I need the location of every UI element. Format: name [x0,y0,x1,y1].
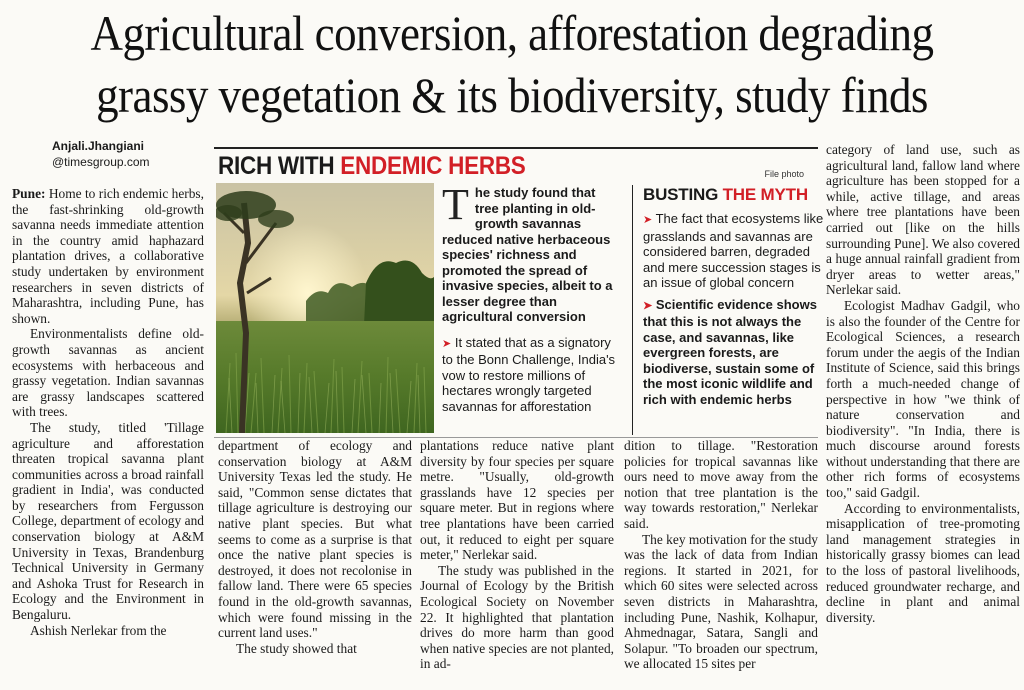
article-column-4 [624,438,818,690]
article-paragraph: The study, titled 'Tillage agriculture and afforestation threaten tropical savanna plant communities across a broad rainfall gradient in India', was conducted by researchers from Fergusson College, department of ecology and conservation biology at A&M University in Texas, Brandenburg Technical University in Germany and Ashoka Trust for Research in Ecology and the Environment in Bengaluru. [12,419,204,623]
infobox-title-red: ENDEMIC HERBS [340,152,526,180]
arrow-icon: ➤ [643,214,653,226]
article-paragraph: Ecologist Madhav Gadgil, who is also the founder of the Centre for Ecological Sciences, a research forum under the aegis of the Indian Institute of Science, said this brings forth a much-needed change of perspective in how "we think of nature conservation and biodiversity". "In India, there is much discourse around forests without understanding that there are other rich forms of ecosystems too," said Gadgil. [826,297,1020,501]
author-name: Anjali.Jhangiani [52,139,145,153]
article-paragraph: The key motivation for the study was the lack of data from Indian regions. It started in 2021, for which 60 sites were selected across seven districts in Maharashtra, including Pune, Nashik, Kolhapur, Ahmednagar, Satara, Sangli and Solapur. "To broaden our spectrum, we allocated 15 sites per [624,531,818,672]
study-point [442,335,622,415]
article-paragraph [12,186,204,326]
article-paragraph: The study was published in the Journal of Ecology by the British Ecological Society on November 22. It highlighted that plantation drives do more harm than good when native species are not planted, in ad- [420,562,614,672]
myth-point [643,297,825,408]
photo-credit: File photo [764,169,804,179]
author-email: @timesgroup.com [52,155,150,169]
article-paragraph: The study showed that [236,640,357,656]
myth-title-black: BUSTING [643,185,723,204]
busting-the-myth [632,185,825,435]
myth-title [643,185,825,205]
dateline: Pune: [12,186,46,201]
byline [52,138,222,170]
study-point-text: It stated that as a signatory to the Bonn Challenge, India's vow to restore millions of hectares wrongly targeted savannas for afforestation [442,334,616,414]
arrow-icon: ➤ [442,337,452,350]
article-paragraph: Ashish Nerlekar from the [30,622,167,638]
infobox-title [218,151,526,181]
paragraph-text: Home to rich endemic herbs, the fast-shrinking old-growth savanna needs immediate attention in the country amid haphazard plantation drives, a collaborative study undertaken by environment researchers in seven districts of Maharashtra, including Pune, has shown. [12,186,204,326]
infobox-rich-with-endemic-herbs [214,147,824,438]
study-finding-text: he study found that tree planting in old-growth savannas reduced native herbaceous species' richness and promoted the spread of invasive species, albeit to a lesser degree than agricultural conversion [442,185,613,324]
myth-title-red: THE MYTH [722,185,808,204]
article-column-5 [826,142,1020,690]
infobox-title-black: RICH WITH [218,152,341,180]
myth-point [643,211,825,291]
article-paragraph: category of land use, such as agricultural land, fallow land where agriculture has been stopped for a while, active tillage, and areas where tree plantations have been carried out [like on the hills surrounding Pune]. We also covered a huge annual rainfall gradient from dryer areas to wetter areas," Nerlekar said. [826,142,1020,298]
article-paragraph: dition to tillage. "Restoration policies for tropical savannas like ours need to move away from the notion that tree plantation is the way towards restoration," Nerlekar said. [624,438,818,531]
article-paragraph: department of ecology and conservation biology at A&M University Texas led the study. He said, "Common sense dictates that tillage agriculture is destroying our native plant species. But what seems to come as a surprise is that once the native plant species is destroyed, it does not recolonise in fallow land. There were 65 species found in the old-growth savannas, which were found missing in the current land uses." [218,438,412,641]
study-findings [442,180,622,435]
myth-point-text: The fact that ecosystems like grasslands and savannas are considered barren, degraded and mere succession stages is an issue of global concern [643,211,824,290]
article-column-1 [12,186,204,690]
savanna-photo-image [216,183,434,433]
headline-line-2: grassy vegetation & its biodiversity, study finds [96,67,928,123]
drop-cap: T [442,180,469,229]
article-paragraph: plantations reduce native plant diversity by four species per square metre. "Usually, old-growth grasslands have 12 species per square meter. But in regions where tree plantations have been carried out, it reduced to eight per square meter," Nerlekar said. [420,438,614,563]
headline [55,2,969,126]
article-column-3 [420,438,614,690]
myth-point-text: Scientific evidence shows that this is not always the case, and savannas, like evergreen forests, are biodiverse, sustain some of the most iconic wildlife and rich with endemic herbs [643,296,817,407]
savanna-photo [216,183,434,433]
headline-line-1: Agricultural conversion, afforestation degrading [90,5,934,61]
article-paragraph: According to environmentalists, misapplication of tree-promoting land management strategies in historically grassy biomes can lead to the loss of pastoral livelihoods, reduced groundwater recharge, and decline in plant and animal diversity. [826,500,1020,625]
arrow-icon: ➤ [643,299,653,312]
article-column-2 [218,438,412,690]
article-paragraph: Environmentalists define old-growth savannas as ancient ecosystems with herbaceous and grassy vegetation. Indian savannas are grassy landscapes scattered with trees. [12,326,204,420]
